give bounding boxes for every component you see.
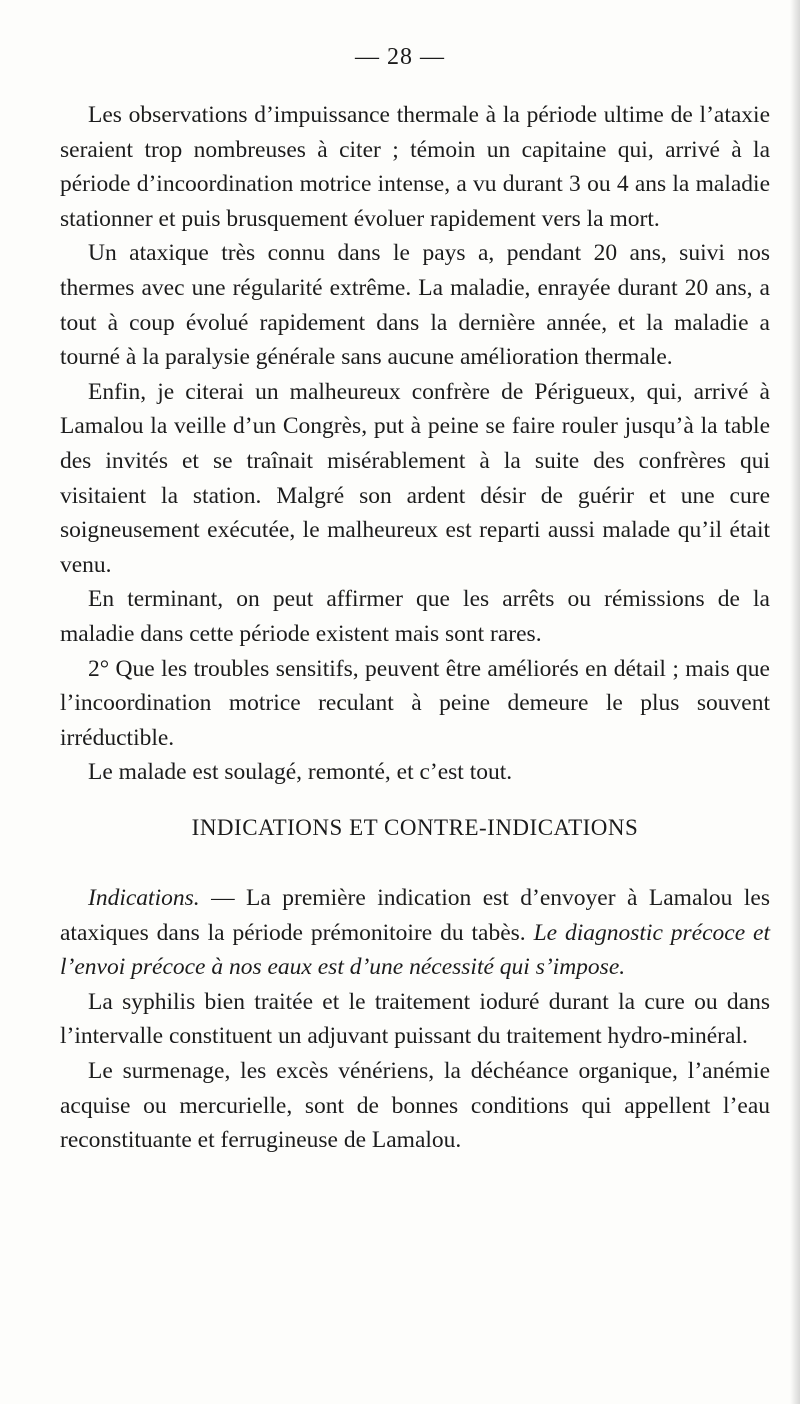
paragraph-surmenage: Le surmenage, les excès vénériens, la déchéance organique, l’anémie acquise ou mercurielle, sont de bonnes conditions qui appellent l’eau reconstituante et ferrugineuse de Lamalou. (60, 1057, 770, 1154)
indications-italic-text: Le diagnostic précoce et l’envoi précoce à nos eaux est d’une nécessité qui s’impose. (60, 919, 770, 981)
page-number: — 28 — (355, 44, 445, 70)
paragraph-ataxique: Un ataxique très connu dans le pays a, pendant 20 ans, suivi nos thermes avec une régularité extrême. La maladie, enrayée durant 20 ans, a tout à coup évolué rapidement dans la dernière année, et la maladie a tourné à la paralysie générale sans aucune amélioration thermale. (60, 240, 770, 371)
paragraph-syphilis: La syphilis bien traitée et le traitement ioduré durant la cure ou dans l’intervalle constituent un adjuvant puissant du traitement hydro-minéral. (60, 988, 770, 1050)
paragraph-perigueux: Enfin, je citerai un malheureux confrère de Périgueux, qui, arrivé à Lamalou la veille d’un Congrès, put à peine se faire rouler jusqu’à la table des invités et se traînait misérablement à la suite des confrères qui visitaient la station. Malgré son ardent désir de guérir et une cure soigneusement exécutée, le malheureux est reparti aussi malade qu’il était venu. (60, 378, 770, 578)
indications-text: — La première indication est d’envoyer à Lamalou les ataxiques dans la période prémonitoire du tabès. (60, 885, 770, 946)
paragraph-troubles-sensitifs: 2° Que les troubles sensitifs, peuvent être améliorés en détail ; mais que l’incoordination motrice reculant à peine demeure le plus souvent irréductible. (60, 655, 770, 751)
body-text-upper (60, 98, 770, 790)
page-edge-shadow (790, 0, 800, 1404)
paragraph-indications (60, 881, 770, 985)
paragraph-conclusion: En terminant, on peut affirmer que les arrêts ou rémissions de la maladie dans cette période existent mais sont rares. (60, 586, 770, 647)
paragraph-malade-soulage: Le malade est soulagé, remonté, et c’est tout. (88, 759, 513, 786)
paragraph-observations: Les observations d’impuissance thermale à la période ultime de l’ataxie seraient trop nombreuses à citer ; témoin un capitaine qui, arrivé à la période d’incoordination motrice intense, a vu durant 3 ou 4 ans la maladie stationner et puis brusquement évoluer rapidement vers la mort. (60, 102, 770, 232)
section-heading: INDICATIONS ET CONTRE-INDICATIONS (191, 815, 639, 840)
indications-label: Indications. (88, 885, 200, 911)
body-text-lower (60, 881, 770, 1158)
